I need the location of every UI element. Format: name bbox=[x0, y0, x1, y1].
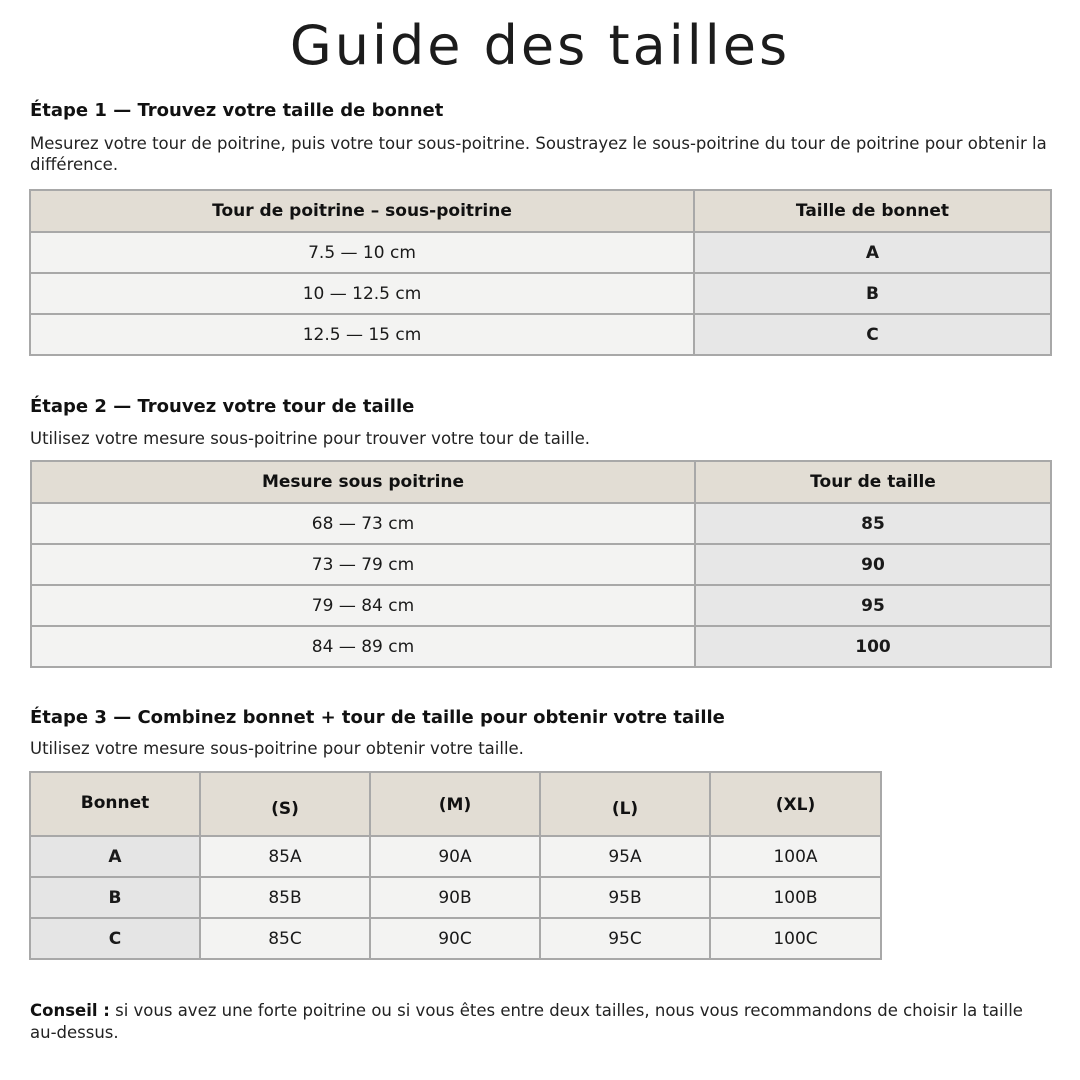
table-header-row bbox=[30, 772, 881, 836]
size-cell: 100A bbox=[710, 836, 881, 877]
table-row bbox=[30, 232, 1051, 273]
measure-cell: 68 — 73 cm bbox=[31, 503, 695, 544]
band-cell: 100 bbox=[695, 626, 1051, 667]
column-header-size: (M) bbox=[370, 772, 540, 836]
cup-cell: A bbox=[694, 232, 1051, 273]
column-header-size: (XL) bbox=[710, 772, 881, 836]
advice-label: Conseil : bbox=[30, 1001, 110, 1020]
column-header: Mesure sous poitrine bbox=[31, 461, 695, 503]
column-header: Taille de bonnet bbox=[694, 190, 1051, 232]
table-header-row bbox=[31, 461, 1051, 503]
size-cell: 90A bbox=[370, 836, 540, 877]
measure-cell: 7.5 — 10 cm bbox=[30, 232, 694, 273]
size-cell: 95A bbox=[540, 836, 710, 877]
band-cell: 90 bbox=[695, 544, 1051, 585]
page-title: Guide des tailles bbox=[289, 14, 791, 77]
cup-cell: B bbox=[694, 273, 1051, 314]
advice-note bbox=[30, 1000, 1052, 1044]
size-cell: 85B bbox=[200, 877, 370, 918]
size-cell: 95C bbox=[540, 918, 710, 959]
step1-description: Mesurez votre tour de poitrine, puis votre tour sous-poitrine. Soustrayez le sous-poitrine du tour de poitrine pour obtenir la différence. bbox=[30, 134, 1047, 174]
cup-size-table bbox=[29, 189, 1052, 356]
measure-cell: 84 — 89 cm bbox=[31, 626, 695, 667]
size-cell: 100B bbox=[710, 877, 881, 918]
step3-heading: Étape 3 — Combinez bonnet + tour de taille pour obtenir votre taille bbox=[30, 707, 725, 728]
size-cell: 90B bbox=[370, 877, 540, 918]
table-header-row bbox=[30, 190, 1051, 232]
band-size-table bbox=[30, 460, 1052, 668]
band-cell: 85 bbox=[695, 503, 1051, 544]
measure-cell: 10 — 12.5 cm bbox=[30, 273, 694, 314]
step1-heading: Étape 1 — Trouvez votre taille de bonnet bbox=[30, 100, 444, 121]
row-header-cup: A bbox=[30, 836, 200, 877]
column-header: Tour de poitrine – sous-poitrine bbox=[30, 190, 694, 232]
measure-cell: 79 — 84 cm bbox=[31, 585, 695, 626]
column-header-size: (S) bbox=[200, 772, 370, 836]
table-row bbox=[30, 836, 881, 877]
size-combination-table bbox=[29, 771, 882, 960]
table-row bbox=[30, 314, 1051, 355]
row-header-cup: C bbox=[30, 918, 200, 959]
cup-cell: C bbox=[694, 314, 1051, 355]
step2-description: Utilisez votre mesure sous-poitrine pour trouver votre tour de taille. bbox=[30, 429, 590, 448]
table-row bbox=[31, 626, 1051, 667]
size-cell: 90C bbox=[370, 918, 540, 959]
size-cell: 85A bbox=[200, 836, 370, 877]
measure-cell: 12.5 — 15 cm bbox=[30, 314, 694, 355]
row-header-cup: B bbox=[30, 877, 200, 918]
table-row bbox=[31, 585, 1051, 626]
measure-cell: 73 — 79 cm bbox=[31, 544, 695, 585]
size-cell: 100C bbox=[710, 918, 881, 959]
table-row bbox=[30, 877, 881, 918]
column-header-bonnet: Bonnet bbox=[30, 772, 200, 836]
band-cell: 95 bbox=[695, 585, 1051, 626]
size-cell: 85C bbox=[200, 918, 370, 959]
advice-text: si vous avez une forte poitrine ou si vous êtes entre deux tailles, nous vous recommandons de choisir la taille au-dessus. bbox=[30, 1001, 1023, 1042]
table-row bbox=[30, 273, 1051, 314]
column-header: Tour de taille bbox=[695, 461, 1051, 503]
table-row bbox=[31, 503, 1051, 544]
size-cell: 95B bbox=[540, 877, 710, 918]
step2-heading: Étape 2 — Trouvez votre tour de taille bbox=[30, 396, 415, 417]
table-row bbox=[31, 544, 1051, 585]
table-row bbox=[30, 918, 881, 959]
column-header-size: (L) bbox=[540, 772, 710, 836]
step3-description: Utilisez votre mesure sous-poitrine pour obtenir votre taille. bbox=[30, 739, 524, 758]
